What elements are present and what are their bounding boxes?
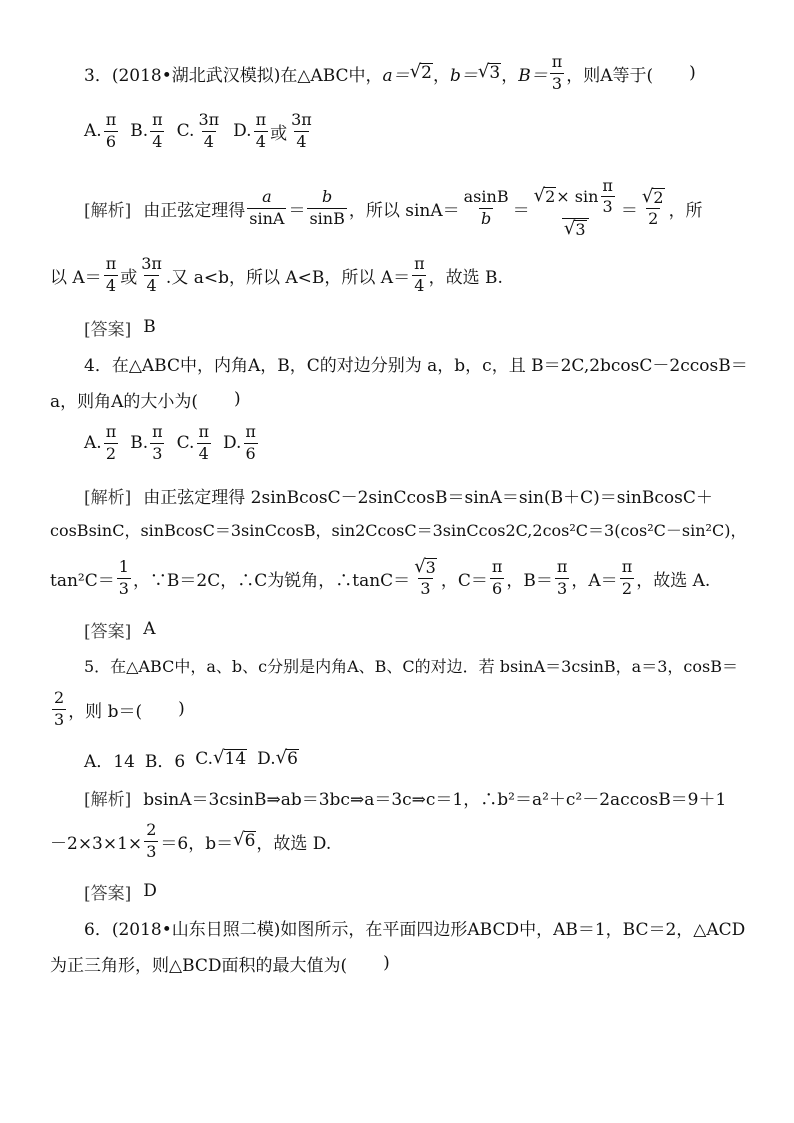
fraction-pi-4: $\frac{\pi}{4}$	[105, 254, 117, 295]
q4-stem-line-1	[84, 350, 750, 376]
sqrt-14: √ 14	[213, 746, 247, 769]
sqrt-3: √ 3	[477, 60, 501, 83]
answer-paren-close: )	[178, 699, 185, 719]
fraction-sqrt2-over-2: √ 2 2	[641, 185, 664, 228]
option-c-label: C.	[195, 749, 214, 769]
option-d-value-2: $\frac{3\pi}{4}$	[291, 110, 312, 151]
q6-stem-text: 为正三角形，则△BCD面积的最大值为(	[50, 955, 348, 976]
option-b-label: B.	[130, 121, 149, 141]
option-d-label: D.	[233, 121, 252, 141]
q4-stem-text: a，则角A的大小为(	[50, 391, 199, 412]
q4-analysis-line-3	[50, 552, 750, 604]
option-d-value-1: $\frac{\pi}{4}$	[255, 110, 267, 151]
fraction-2-3: $\frac{2}{3}$	[54, 688, 65, 729]
q3-answer	[84, 314, 750, 340]
analysis-tag: [解析]	[84, 487, 132, 508]
analysis-text: ，所	[668, 200, 703, 221]
option-c-label: C.	[176, 121, 195, 141]
analysis-tag: [解析]	[84, 200, 132, 221]
q5-stem-line-1	[84, 652, 750, 678]
q4-answer	[84, 616, 750, 642]
option-d-value: $\frac{\pi}{6}$	[245, 422, 256, 463]
q4-analysis-line-1	[84, 482, 750, 508]
analysis-text: ，∵B＝2C，∴C为锐角，∴tanC＝	[132, 570, 411, 591]
analysis-text: 由正弦定理得	[143, 200, 246, 221]
option-b-value: $\frac{\pi}{4}$	[152, 110, 163, 151]
fraction-pi-4: $\frac{\pi}{4}$	[414, 254, 425, 295]
answer-tag: [答案]	[84, 883, 132, 904]
sqrt-6: √ 6	[233, 828, 256, 851]
answer-paren-close: )	[689, 63, 696, 83]
equals: ＝	[620, 200, 638, 221]
fraction-asinB-over-b: $\frac{asinB}{b}$	[463, 187, 509, 228]
analysis-text: ，B＝	[506, 570, 553, 591]
answer-tag: [答案]	[84, 319, 132, 340]
option-c-value: $\frac{\pi}{4}$	[198, 422, 209, 463]
q5-analysis-line-2	[50, 816, 750, 866]
option-a-label: A.	[84, 121, 102, 141]
or-word: 或	[120, 267, 138, 288]
analysis-text: 由正弦定理得 2sinBcosC－2sinCcosB＝sinA＝sin(B＋C)＝sinBcosC＋	[143, 487, 713, 508]
q3-analysis-line-2	[50, 252, 750, 298]
q6-stem-text: 6．(2018•山东日照二模)如图所示，在平面四边形ABCD中，AB＝1，BC＝2，△ACD	[84, 919, 746, 940]
fraction-2-3: $\frac{2}{3}$	[146, 820, 157, 861]
analysis-text: ＝6，b＝	[160, 833, 234, 854]
or-word: 或	[270, 123, 288, 144]
q6-stem-line-1	[84, 914, 750, 940]
analysis-tag: [解析]	[84, 789, 132, 810]
q3-B-label: B＝	[518, 65, 548, 86]
option-c-value: $\frac{3\pi}{4}$	[198, 110, 220, 151]
q3-stem-tail: ，则A等于(	[566, 65, 654, 86]
answer-tag: [答案]	[84, 621, 132, 642]
q5-answer	[84, 878, 750, 904]
q5-stem-line-2	[50, 686, 750, 732]
q6-stem-line-2	[50, 950, 750, 976]
fraction-a-over-sinA: $\frac{a}{\sin A}$	[249, 187, 285, 228]
q3-options	[84, 108, 750, 154]
option-a-label: A.	[84, 433, 102, 453]
comma: ，	[501, 65, 519, 86]
fraction-pi-3: $\frac{\pi}{3}$	[556, 557, 568, 598]
option-c-label: C.	[176, 433, 195, 453]
q3-stem-prefix: 3．(2018•湖北武汉模拟)在△ABC中，	[84, 65, 383, 86]
q4-analysis-line-2	[50, 516, 750, 542]
equals: ＝	[288, 200, 306, 221]
fraction-sqrt3-over-3: √ 3 3	[414, 555, 436, 598]
comma: ，	[433, 65, 450, 86]
analysis-text: tan²C＝	[50, 570, 115, 591]
q3-analysis-line-1	[84, 176, 750, 240]
q5-options	[84, 746, 750, 772]
analysis-text: －2×3×1×	[50, 833, 143, 854]
analysis-text: ，故选 A.	[636, 570, 711, 591]
option-a-value: $\frac{\pi}{2}$	[105, 422, 117, 463]
analysis-text: ，故选 B.	[428, 267, 503, 288]
q3-b-label: b＝	[450, 65, 478, 86]
fraction-b-over-sinB: $\frac{b}{\sin B}$	[309, 187, 345, 228]
option-b-value: $\frac{\pi}{3}$	[152, 422, 163, 463]
fraction-sqrt2-sinpi3-over-sqrt3: √ 2 × sin $\frac{\pi}{3}$ √ 3	[533, 175, 613, 239]
answer-paren-close: )	[234, 389, 241, 409]
analysis-text: ，A＝	[571, 570, 618, 591]
analysis-text: ，C＝	[440, 570, 488, 591]
option-a-value: $\frac{\pi}{6}$	[105, 110, 117, 151]
q5-analysis-line-1	[84, 784, 750, 810]
analysis-text: ，所以 sinA＝	[348, 200, 460, 221]
fraction-1-3: $\frac{1}{3}$	[118, 557, 129, 598]
q3-a-label: a＝	[382, 65, 410, 86]
sqrt-2: √ 2	[409, 60, 432, 83]
option-b: B．6	[144, 751, 186, 772]
analysis-text: cosBsinC，sinBcosC＝3sinCcosB，sin2CcosC＝3sinCcos2C,2cos²C＝3(cos²C－sin²C)，	[50, 520, 747, 540]
equals: ＝	[512, 200, 530, 221]
option-d-label: D.	[222, 433, 242, 453]
fraction-pi-2: $\frac{\pi}{2}$	[621, 557, 633, 598]
q4-options	[84, 420, 750, 466]
fraction-3pi-4: $\frac{3\pi}{4}$	[141, 254, 162, 295]
option-d-label: D.	[257, 749, 276, 769]
analysis-text: .又 a<b，所以 A<B，所以 A＝	[165, 267, 411, 288]
answer-paren-close: )	[383, 953, 390, 973]
q3-stem	[84, 50, 750, 96]
analysis-text: ，故选 D.	[256, 833, 332, 854]
analysis-text: 以 A＝	[50, 267, 102, 288]
fraction-pi-6: $\frac{\pi}{6}$	[491, 557, 503, 598]
q4-stem-text: 4．在△ABC中，内角A，B，C的对边分别为 a，b，c，且 B＝2C,2bcosC－2ccosB＝	[84, 355, 748, 376]
answer-value: D	[143, 881, 157, 901]
analysis-text: bsinA＝3csinB⇒ab＝3bc⇒a＝3c⇒c＝1，∴b²＝a²＋c²－2accosB＝9＋1	[143, 789, 727, 810]
q5-stem-text: 5．在△ABC中，a、b、c分别是内角A、B、C的对边．若 bsinA＝3csinB，a＝3，cosB＝	[84, 656, 738, 676]
q5-stem-text: ，则 b＝(	[68, 701, 143, 722]
sqrt-6: √ 6	[275, 746, 298, 769]
option-b-label: B.	[130, 433, 149, 453]
q4-stem-line-2	[50, 386, 750, 412]
answer-value: B	[143, 317, 156, 337]
option-a: A．14	[84, 751, 135, 772]
answer-value: A	[143, 619, 156, 639]
fraction-pi-3: $\frac{\pi}{3}$	[551, 52, 563, 93]
